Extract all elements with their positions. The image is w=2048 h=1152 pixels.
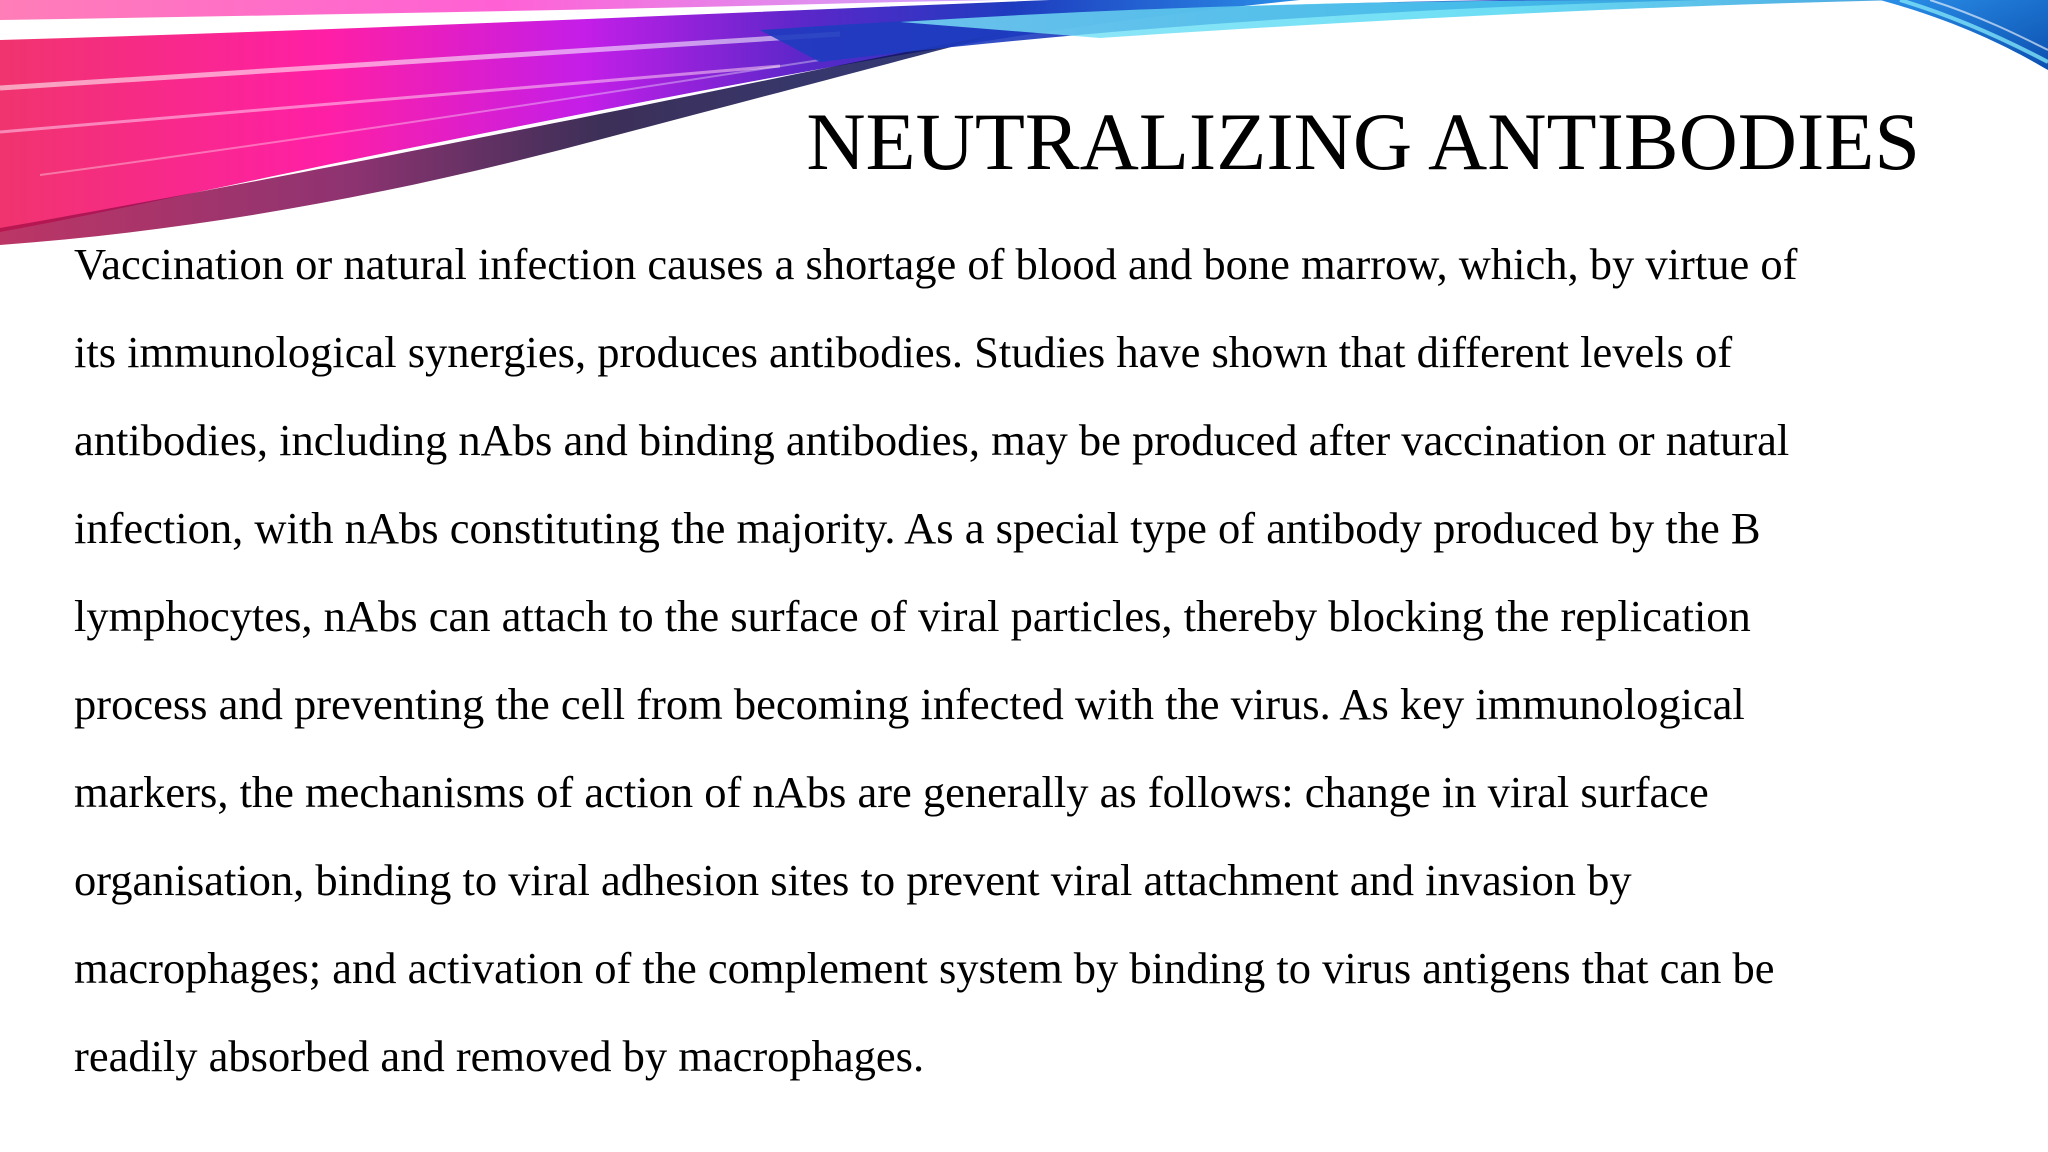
body-line: Vaccination or natural infection causes a shortage of blood and bone marrow, which, by virtue of xyxy=(74,239,1798,289)
body-line: infection, with nAbs constituting the majority. As a special type of antibody produced by the B xyxy=(74,503,1761,553)
body-line: markers, the mechanisms of action of nAbs are generally as follows: change in viral surface xyxy=(74,767,1709,817)
slide-body xyxy=(74,220,2004,1100)
body-line: organisation, binding to viral adhesion sites to prevent viral attachment and invasion by xyxy=(74,855,1632,905)
body-line: readily absorbed and removed by macrophages. xyxy=(74,1031,925,1081)
body-line: its immunological synergies, produces antibodies. Studies have shown that different levels of xyxy=(74,327,1733,377)
slide-title: NEUTRALIZING ANTIBODIES xyxy=(806,96,1920,187)
body-line: lymphocytes, nAbs can attach to the surface of viral particles, thereby blocking the replication xyxy=(74,591,1751,641)
body-line: process and preventing the cell from becoming infected with the virus. As key immunological xyxy=(74,679,1745,729)
body-line: macrophages; and activation of the complement system by binding to virus antigens that can be xyxy=(74,943,1775,993)
body-line: antibodies, including nAbs and binding antibodies, may be produced after vaccination or natural xyxy=(74,415,1790,465)
